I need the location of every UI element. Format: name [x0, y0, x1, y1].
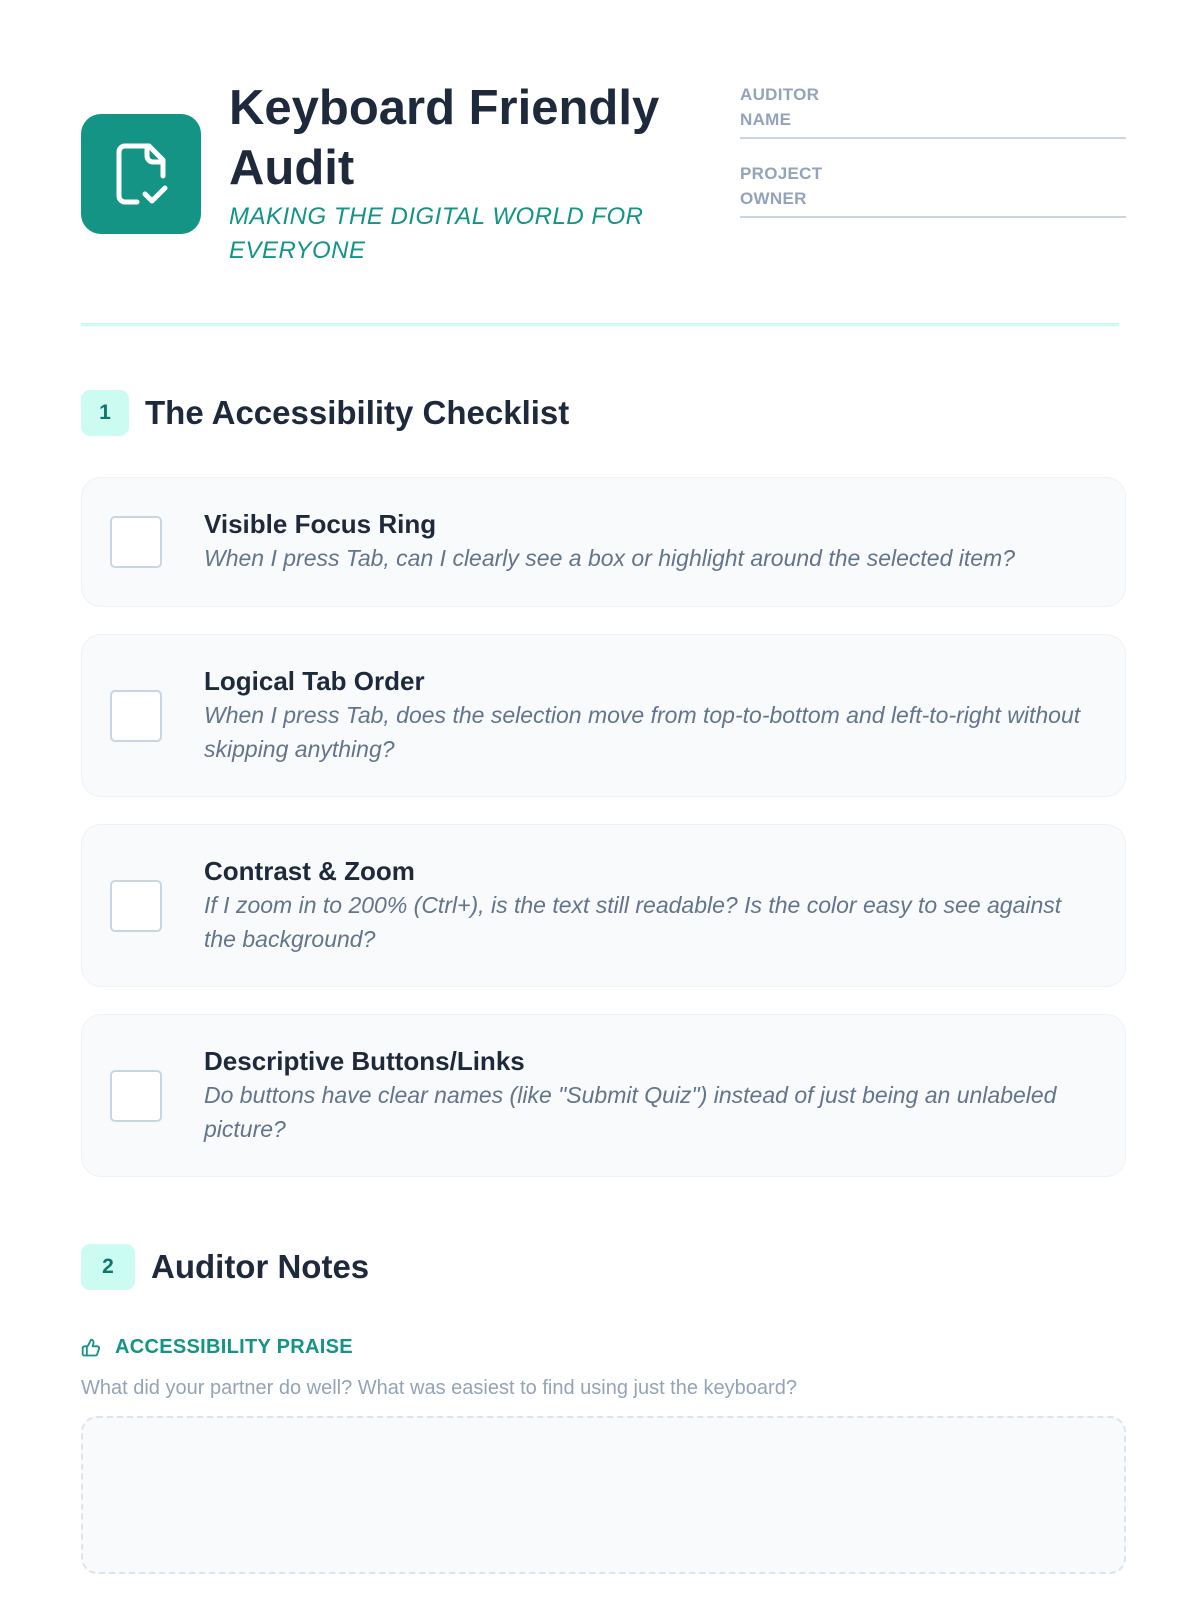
project-owner-field[interactable]	[740, 159, 1126, 218]
checklist-item-description: When I press Tab, can I clearly see a box or highlight around the selected item?	[204, 545, 1015, 571]
checklist-item-description: When I press Tab, does the selection move from top-to-bottom and left-to-right without skipping anything?	[204, 702, 1081, 762]
checklist-item	[81, 477, 1126, 607]
checklist-text	[204, 664, 1095, 766]
checklist-item	[81, 1014, 1126, 1177]
checklist-text	[204, 507, 1095, 575]
checklist-checkbox[interactable]	[110, 516, 162, 568]
title-block	[229, 78, 689, 268]
page-header	[81, 0, 1119, 326]
meta-fields	[740, 80, 1126, 238]
page-title: Keyboard Friendly Audit	[229, 81, 660, 195]
checklist-item	[81, 824, 1126, 987]
section-1-number: 1	[81, 390, 129, 436]
praise-label	[81, 1336, 353, 1359]
checklist-item-title: Visible Focus Ring	[204, 509, 437, 539]
praise-label-text: ACCESSIBILITY PRAISE	[115, 1336, 353, 1358]
checklist-item-description: Do buttons have clear names (like "Submit Quiz") instead of just being an unlabeled picture?	[204, 1082, 1057, 1142]
project-owner-label: PROJECT OWNER	[740, 164, 823, 208]
section-1-heading	[81, 390, 569, 436]
page-tagline: MAKING THE DIGITAL WORLD FOR EVERYONE	[229, 203, 644, 264]
praise-hint: What did your partner do well? What was easiest to find using just the keyboard?	[81, 1377, 797, 1399]
auditor-name-label: AUDITOR NAME	[740, 85, 820, 129]
thumbs-up-icon	[81, 1338, 101, 1358]
checklist-item-description: If I zoom in to 200% (Ctrl+), is the text still readable? Is the color easy to see against the background?	[204, 892, 1062, 952]
section-2-title: Auditor Notes	[151, 1248, 370, 1285]
checklist-checkbox[interactable]	[110, 880, 162, 932]
checklist-item	[81, 634, 1126, 797]
checklist-item-title: Contrast & Zoom	[204, 856, 415, 886]
checklist-checkbox[interactable]	[110, 1070, 162, 1122]
logo	[81, 114, 201, 234]
checklist-text	[204, 854, 1095, 956]
auditor-name-field[interactable]	[740, 80, 1126, 139]
praise-textarea[interactable]	[81, 1416, 1126, 1574]
section-2-heading	[81, 1244, 369, 1290]
file-check-icon	[113, 142, 169, 206]
checklist-item-title: Descriptive Buttons/Links	[204, 1046, 525, 1076]
section-1-title: The Accessibility Checklist	[145, 394, 570, 431]
checklist-item-title: Logical Tab Order	[204, 666, 425, 696]
section-2-number: 2	[81, 1244, 135, 1290]
checklist-text	[204, 1044, 1095, 1146]
checklist-checkbox[interactable]	[110, 690, 162, 742]
